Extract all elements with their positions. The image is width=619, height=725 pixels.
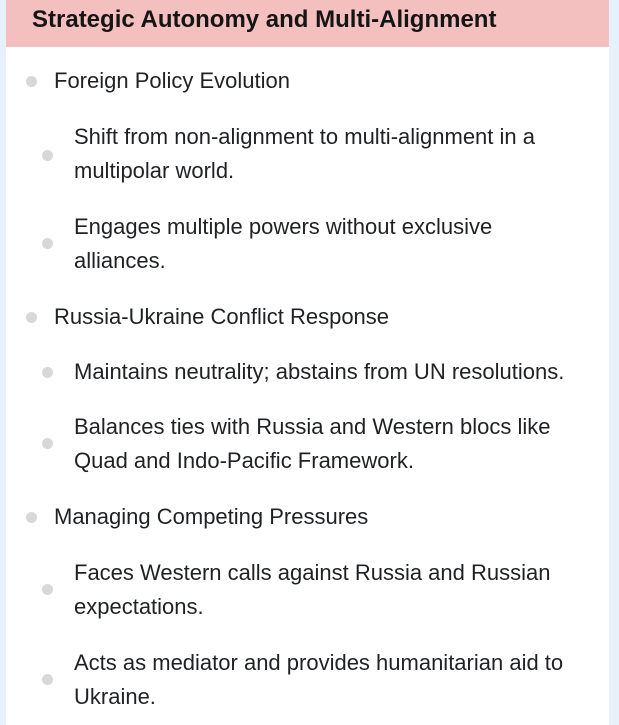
subpoint-line: expectations. (74, 594, 204, 619)
topic-label: Foreign Policy Evolution (54, 68, 291, 93)
topic-label: Russia-Ukraine Conflict Response (54, 304, 390, 329)
bullet-dot-icon (42, 367, 53, 378)
subpoint-line: Shift from non-alignment to multi-alignment in a (74, 124, 535, 149)
topic-label: Managing Competing Pressures (54, 504, 369, 529)
subpoint-line: multipolar world. (74, 158, 235, 183)
section-header (6, 0, 609, 47)
bullet-dot-icon (42, 584, 53, 595)
bullet-dot-icon (42, 674, 53, 685)
subpoint-line: Acts as mediator and provides humanitarian aid to (74, 650, 564, 675)
bullet-dot-icon (42, 150, 53, 161)
subpoint-line: Maintains neutrality; abstains from UN resolutions. (74, 359, 565, 384)
section-title: Strategic Autonomy and Multi-Alignment (32, 6, 497, 33)
bullet-dot-icon (42, 438, 53, 449)
subpoint-line: Quad and Indo-Pacific Framework. (74, 448, 414, 473)
mindmap-card (6, 0, 609, 725)
subpoint-line: alliances. (74, 248, 166, 273)
subpoint-line: Engages multiple powers without exclusive (74, 214, 493, 239)
bullet-dot-icon (26, 312, 37, 323)
subpoint-line: Balances ties with Russia and Western blocs like (74, 414, 551, 439)
bullet-dot-icon (26, 76, 37, 87)
subpoint-line: Ukraine. (74, 684, 156, 709)
scroll-gutter (609, 0, 619, 725)
bullet-dot-icon (42, 238, 53, 249)
subpoint-line: Faces Western calls against Russia and Russian (74, 560, 551, 585)
bullet-dot-icon (26, 512, 37, 523)
